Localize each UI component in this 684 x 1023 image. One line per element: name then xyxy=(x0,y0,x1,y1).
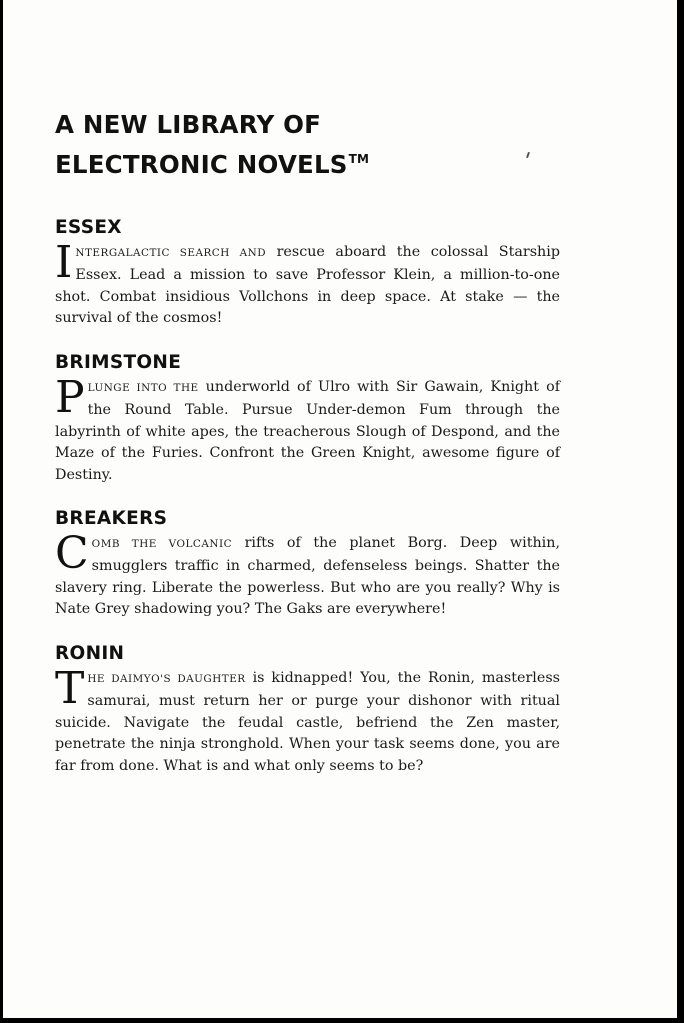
drop-cap: P xyxy=(55,372,85,423)
section-description xyxy=(55,528,560,621)
section-essex xyxy=(55,216,560,330)
description-text: rifts of the planet Borg. Deep within, smugglers traffic in charmed, defenseless beings. Shatter the slavery ring. Liberate the powerless. But who are you really? Why is Nate Grey shadowing you? The Gaks are everywhere! xyxy=(55,535,560,618)
section-brimstone xyxy=(55,351,560,487)
section-description xyxy=(55,663,560,778)
drop-cap: C xyxy=(55,528,89,579)
section-description xyxy=(55,237,560,330)
section-breakers xyxy=(55,507,560,621)
book-page xyxy=(3,0,677,1018)
heading-line-1: A NEW LIBRARY OF xyxy=(55,110,322,139)
lead-in-smallcaps: HE DAIMYO'S DAUGHTER xyxy=(87,673,246,685)
page-border xyxy=(677,0,684,1023)
description-text: underworld of Ulro with Sir Gawain, Knight of the Round Table. Pursue Under-demon Fum through the labyrinth of white apes, the treacherous Slough of Despond, and the Maze of the Furies. Confront the Green Knight, awesome figure of Destiny. xyxy=(55,379,560,484)
page-heading xyxy=(55,108,369,182)
scan-speck xyxy=(526,152,530,158)
heading-line-2-text: ELECTRONIC NOVELS xyxy=(55,150,348,179)
trademark-mark: TM xyxy=(348,152,370,166)
section-title: ESSEX xyxy=(55,217,122,238)
section-description xyxy=(55,372,560,487)
section-ronin xyxy=(55,642,560,778)
section-title: BREAKERS xyxy=(55,508,168,529)
lead-in-smallcaps: OMB THE VOLCANIC xyxy=(91,538,233,550)
drop-cap: I xyxy=(55,237,73,288)
heading-line-2 xyxy=(55,142,369,182)
section-title: BRIMSTONE xyxy=(55,352,182,373)
section-title: RONIN xyxy=(55,643,125,664)
description-text: is kidnapped! You, the Ronin, masterless samurai, must return her or purge your dishonor with ritual suicide. Navigate the feudal castle, befriend the Zen master, penetrate the ninja stronghold. When your task seems done, you are far from done. What is and what only seems to be? xyxy=(55,670,560,775)
description-text: rescue aboard the colossal Starship Essex. Lead a mission to save Professor Klein, a million-to-one shot. Combat insidious Vollchons in deep space. At stake — the survival of the cosmos! xyxy=(55,244,560,327)
lead-in-smallcaps: NTERGALACTIC SEARCH AND xyxy=(75,247,267,259)
lead-in-smallcaps: LUNGE INTO THE xyxy=(87,382,199,394)
drop-cap: T xyxy=(55,663,85,714)
